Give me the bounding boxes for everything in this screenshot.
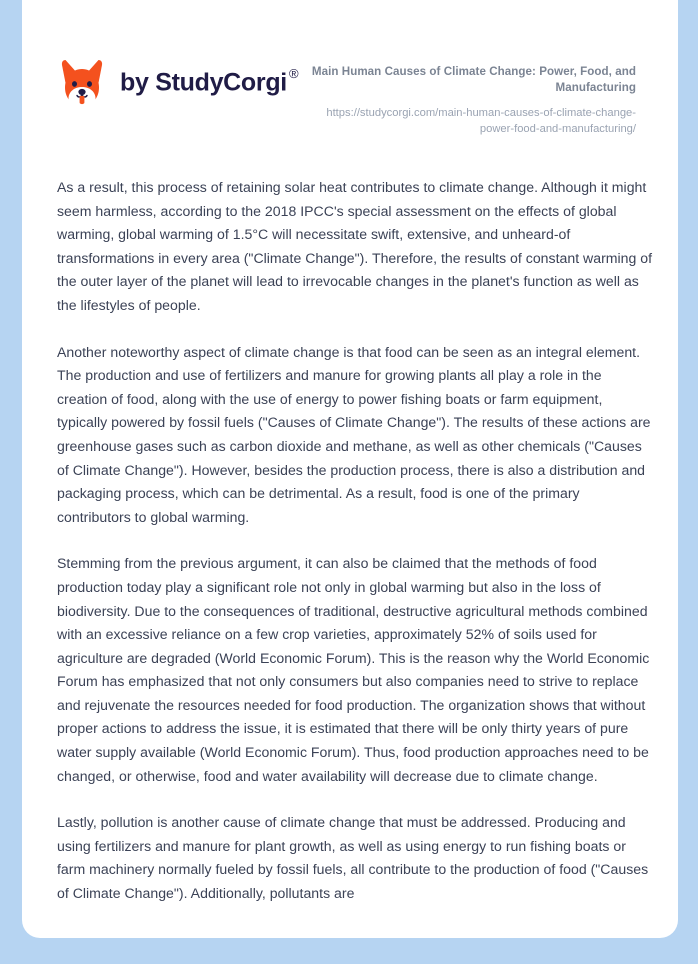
body-paragraph: Stemming from the previous argument, it can also be claimed that the methods of food production today play a significant role not only in global warming but also in the loss of biodiversity. Due to the consequences of traditional, destructive agricultural methods combined with an excessive reliance on a few crop varieties, approximately 52% of soils used for agriculture are degraded (World Economic Forum). This is the reason why the World Economic Forum has emphasized that not only consumers but also companies need to strive to replace and rejuvenate the resources needed for food production. The organization shows that without proper actions to address the issue, it is estimated that there will be only thirty years of pure water supply available (World Economic Forum). Thus, food production approaches need to be changed, or otherwise, food and water availability will decrease due to climate change. [57,555,650,784]
brand-wordmark-text: by StudyCorgi [120,68,287,97]
document-header [22,44,678,136]
document-page [22,0,678,938]
body-paragraph: Lastly, pollution is another cause of climate change that must be addressed. Producing and using fertilizers and manure for plant growth, as well as using energy to run fishing boats or farm machinery normally fueled by fossil fuels, all contribute to the production of food ("Causes of Climate Change"). Additionally, pollutants are [57,814,649,902]
registered-trademark-icon: ® [288,66,299,82]
brand-wordmark [120,66,299,97]
document-meta [298,44,636,137]
document-body [57,176,655,906]
corgi-dog-face-icon [58,58,106,108]
document-title: Main Human Causes of Climate Change: Power, Food, and Manufacturing [311,65,636,95]
body-paragraph: Another noteworthy aspect of climate change is that food can be seen as an integral element. The production and use of fertilizers and manure for growing plants all play a role in the creation of food, along with the use of energy to power fishing boats or farm equipment, typically powered by fossil fuels ("Causes of Climate Change"). The results of these actions are greenhouse gases such as carbon dioxide and methane, as well as other chemicals ("Causes of Climate Change"). However, besides the production process, there is also a distribution and packaging process, which can be detrimental. As a result, food is one of the primary contributors to global warming. [57,343,651,525]
document-source-url[interactable]: https://studycorgi.com/main-human-causes-of-climate-change-power-food-and-manufacturing/ [326,106,636,136]
body-paragraph: As a result, this process of retaining solar heat contributes to climate change. Although it might seem harmless, according to the 2018 IPCC's special assessment on the effects of global warming, global warming of 1.5°C will necessitate swift, extensive, and unheard-of transformations in every area ("Climate Change"). Therefore, the results of constant warming of the outer layer of the planet will lead to irrevocable changes in the planet's function as well as the lifestyles of people. [57,179,653,313]
brand-lockup[interactable] [58,58,298,108]
